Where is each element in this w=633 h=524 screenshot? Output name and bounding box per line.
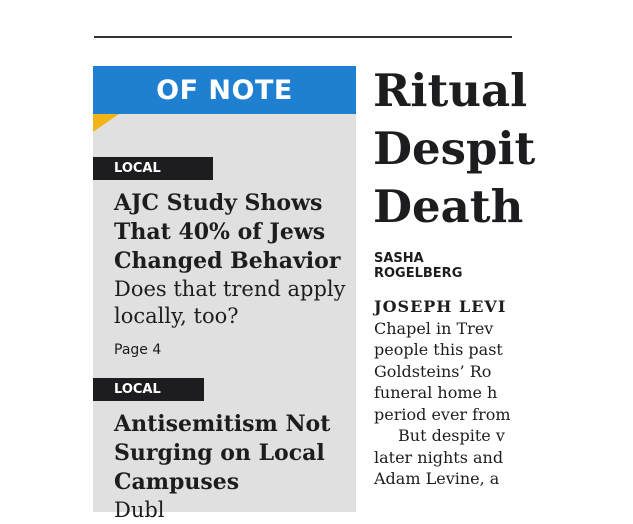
body-line: JOSEPH LEVI (374, 297, 507, 316)
teaser-subhead: Dubl (114, 498, 165, 522)
top-rule (94, 36, 512, 38)
body-line: people this past (374, 340, 503, 359)
body-line: funeral home h (374, 383, 498, 402)
section-tag: LOCAL (93, 378, 204, 401)
body-line: later nights and (374, 447, 504, 467)
body-line: Chapel in Trev (374, 318, 494, 338)
body-line: But despite v (398, 426, 505, 445)
article-body (374, 296, 512, 490)
teaser-headline[interactable]: Antisemitism Not Surging on Local Campuses (114, 411, 331, 495)
body-line: Goldsteins’ Ro (374, 361, 492, 381)
article-byline: SASHA ROGELBERG (374, 251, 463, 281)
corner-accent (93, 114, 119, 132)
sidebar-header: OF NOTE (93, 66, 356, 114)
article-title: Ritual Despit Death (373, 64, 536, 233)
teaser-subhead: Does that trend apply locally, too? (114, 277, 346, 328)
section-tag: LOCAL (93, 157, 213, 180)
page-reference: Page 4 (114, 342, 162, 358)
of-note-sidebar (93, 66, 356, 522)
body-line: period ever from (374, 404, 511, 424)
teaser-headline[interactable]: AJC Study Shows That 40% of Jews Changed Behavior (114, 190, 341, 274)
body-line: Adam Levine, a (374, 469, 500, 488)
